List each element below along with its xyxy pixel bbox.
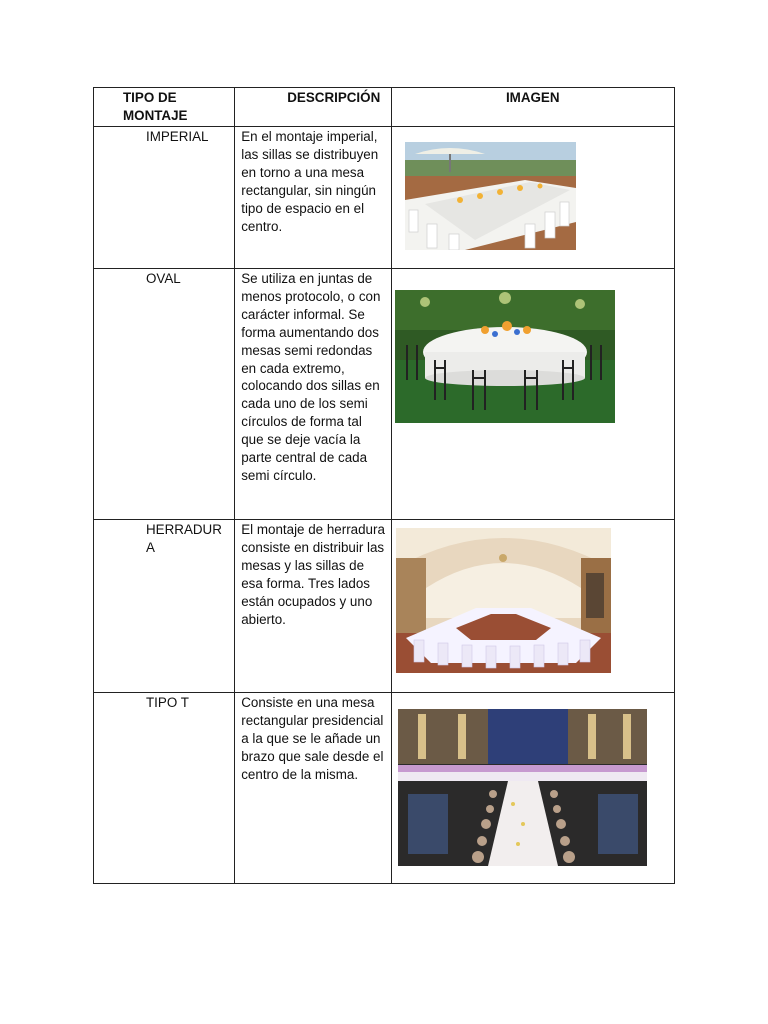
header-type: TIPO DE MONTAJE	[94, 88, 235, 127]
table-row	[94, 693, 675, 884]
row-description-cell: Se utiliza en juntas de menos protocolo, o con carácter informal. Se forma aumentando dos mesas semi redondas en cada extremo, colocando dos sillas en cada uno de los semi círculos de forma tal que se deje vacía la parte central de cada semi círculo.	[235, 269, 391, 520]
header-description: DESCRIPCIÓN	[235, 88, 391, 127]
row-type-cell: TIPO T	[94, 693, 235, 884]
horseshoe-hall-photo	[396, 528, 611, 673]
row-image-cell	[391, 127, 675, 269]
table-row	[94, 269, 675, 520]
table-header-row	[94, 88, 675, 127]
row-type-cell: IMPERIAL	[94, 127, 235, 269]
row-description-cell: Consiste en una mesa rectangular presidencial a la que se le añade un brazo que sale desde el centro de la misma.	[235, 693, 391, 884]
row-image-cell	[391, 520, 675, 693]
montaje-table	[93, 87, 675, 884]
table-row	[94, 520, 675, 693]
header-image: IMAGEN	[391, 88, 675, 127]
table-row	[94, 127, 675, 269]
row-image-cell	[391, 269, 675, 520]
row-description-cell: En el montaje imperial, las sillas se distribuyen en torno a una mesa rectangular, sin ningún tipo de espacio en el centro.	[235, 127, 391, 269]
row-type-cell: HERRADURA	[94, 520, 235, 693]
row-type-cell: OVAL	[94, 269, 235, 520]
imperial-banquet-photo	[405, 142, 576, 250]
row-image-cell	[391, 693, 675, 884]
row-description-cell: El montaje de herradura consiste en distribuir las mesas y las sillas de esa forma. Tres lados están ocupados y uno abierto.	[235, 520, 391, 693]
t-shape-banquet-photo	[398, 709, 647, 866]
oval-table-photo	[395, 290, 615, 423]
